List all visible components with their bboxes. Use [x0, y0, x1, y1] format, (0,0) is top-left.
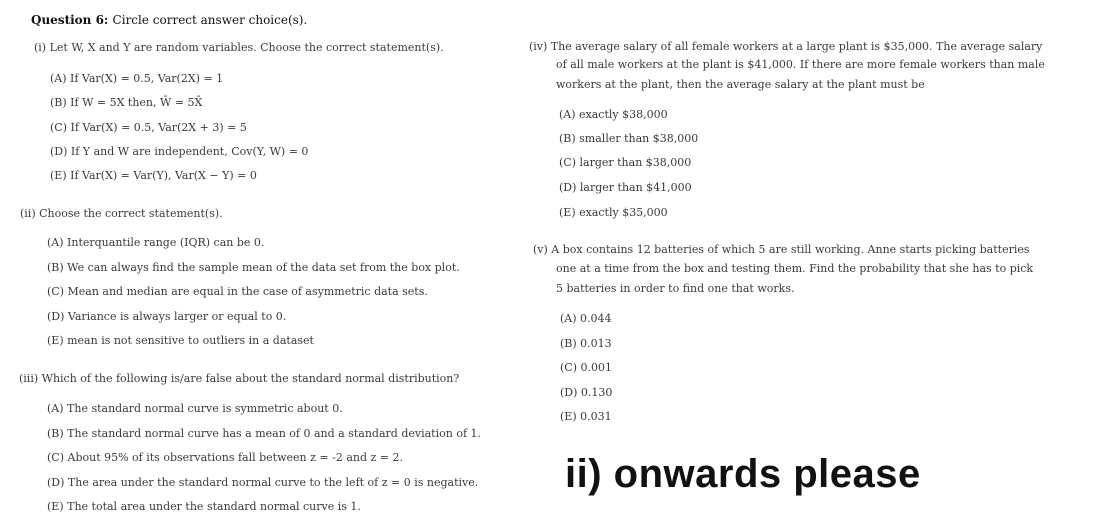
part-iii-prompt: (iii) Which of the following is/are false about the standard normal distribution?	[19, 372, 460, 385]
part-iii-option-e[interactable]: (E) The total area under the standard normal curve is 1.	[47, 500, 361, 513]
part-v-option-a[interactable]: (A) 0.044	[560, 312, 612, 325]
part-v-prompt-line-2: one at a time from the box and testing them. Find the probability that she has to pick	[556, 262, 1034, 275]
part-i-option-b[interactable]: (B) If W = 5X then, W̄ = 5X̄	[50, 96, 203, 109]
part-v-option-e[interactable]: (E) 0.031	[560, 410, 612, 423]
handwritten-note: ii) onwards please	[565, 452, 921, 496]
question-instruction: Circle correct answer choice(s).	[112, 13, 308, 27]
part-i-option-a[interactable]: (A) If Var(X) = 0.5, Var(2X) = 1	[50, 72, 224, 85]
part-ii-prompt: (ii) Choose the correct statement(s).	[20, 207, 223, 220]
part-ii-option-e[interactable]: (E) mean is not sensitive to outliers in a dataset	[47, 334, 314, 347]
question-title	[31, 13, 307, 27]
part-iv-option-e[interactable]: (E) exactly $35,000	[559, 206, 668, 219]
part-iii-option-b[interactable]: (B) The standard normal curve has a mean of 0 and a standard deviation of 1.	[47, 427, 482, 440]
part-i-option-c[interactable]: (C) If Var(X) = 0.5, Var(2X + 3) = 5	[50, 121, 247, 134]
part-v-option-d[interactable]: (D) 0.130	[560, 386, 613, 399]
part-ii-option-a[interactable]: (A) Interquantile range (IQR) can be 0.	[47, 236, 265, 249]
part-ii-option-b[interactable]: (B) We can always find the sample mean of the data set from the box plot.	[47, 261, 460, 274]
part-v-option-b[interactable]: (B) 0.013	[560, 337, 612, 350]
part-ii-option-c[interactable]: (C) Mean and median are equal in the case of asymmetric data sets.	[47, 285, 428, 298]
part-iv-prompt-line-2: of all male workers at the plant is $41,000. If there are more female workers than male	[556, 58, 1045, 71]
part-v-option-c[interactable]: (C) 0.001	[560, 361, 612, 374]
part-iv-option-b[interactable]: (B) smaller than $38,000	[559, 132, 699, 145]
part-iii-option-d[interactable]: (D) The area under the standard normal curve to the left of z = 0 is negative.	[47, 476, 479, 489]
part-i-option-d[interactable]: (D) If Y and W are independent, Cov(Y, W) = 0	[50, 145, 309, 158]
part-iv-option-d[interactable]: (D) larger than $41,000	[559, 181, 692, 194]
part-v-prompt-line-3: 5 batteries in order to find one that works.	[556, 282, 795, 295]
question-label: Question 6:	[31, 13, 109, 27]
part-iii-option-c[interactable]: (C) About 95% of its observations fall between z = -2 and z = 2.	[47, 451, 404, 464]
part-iv-prompt-line-3: workers at the plant, then the average salary at the plant must be	[556, 78, 925, 91]
part-iii-option-a[interactable]: (A) The standard normal curve is symmetric about 0.	[47, 402, 343, 415]
part-iv-option-a[interactable]: (A) exactly $38,000	[559, 108, 668, 121]
part-iv-prompt-line-1: (iv) The average salary of all female workers at a large plant is $35,000. The average salary	[529, 40, 1043, 53]
part-i-prompt: (i) Let W, X and Y are random variables. Choose the correct statement(s).	[34, 41, 444, 54]
part-ii-option-d[interactable]: (D) Variance is always larger or equal to 0.	[47, 310, 287, 323]
part-iv-option-c[interactable]: (C) larger than $38,000	[559, 156, 692, 169]
part-v-prompt-line-1: (v) A box contains 12 batteries of which 5 are still working. Anne starts picking batteries	[533, 243, 1030, 256]
part-i-option-e[interactable]: (E) If Var(X) = Var(Y), Var(X − Y) = 0	[50, 169, 257, 182]
